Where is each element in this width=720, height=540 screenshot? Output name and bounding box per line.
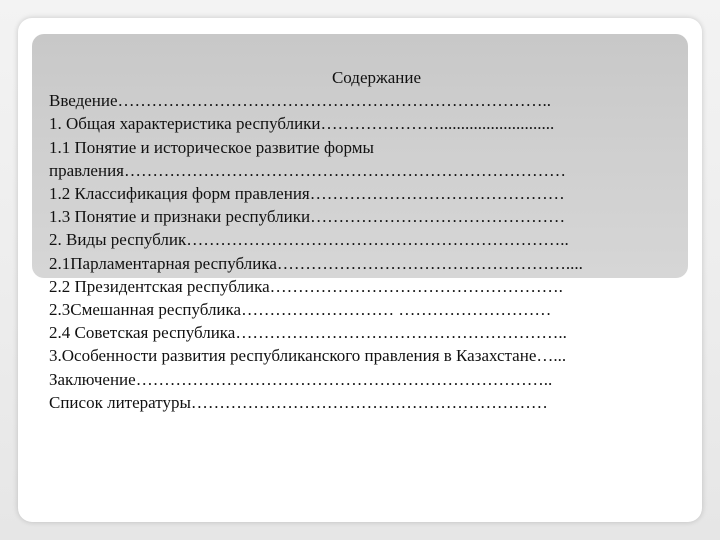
toc-line-1-1: 1.1 Понятие и историческое развитие формы [49,137,374,157]
toc-line-1-1-cont: правления…………………………………………………………………… [49,160,566,180]
table-of-contents [49,66,674,414]
toc-line-2-1: 2.1Парламентарная республика…………………………………………….... [49,253,583,273]
toc-line-2: 2. Виды республик………………………………………………………….. [49,230,569,250]
page-title: Содержание [331,68,422,87]
slide [18,18,702,522]
toc-line-references: Список литературы……………………………………………………… [49,392,548,412]
toc-line-1-3: 1.3 Понятие и признаки республики……………………………………… [49,207,566,227]
toc-line-1-2: 1.2 Классификация форм правления……………………………………… [49,184,565,204]
toc-line-2-4: 2.4 Советская республика………………………………………………….. [49,323,567,343]
toc-line-conclusion: Заключение……………………………………………………………….. [49,369,553,389]
toc-line-introduction: Введение………………………………………………………………….. [49,91,552,111]
toc-line-3: 3.Особенности развития республиканского правления в Казахстане…... [49,346,567,366]
toc-line-1: 1. Общая характеристика республики…………………........................... [49,114,555,134]
toc-line-2-2: 2.2 Президентская республика……………………………………………. [49,276,563,296]
toc-line-2-3: 2.3Смешанная республика……………………… ……………………… [49,300,552,320]
